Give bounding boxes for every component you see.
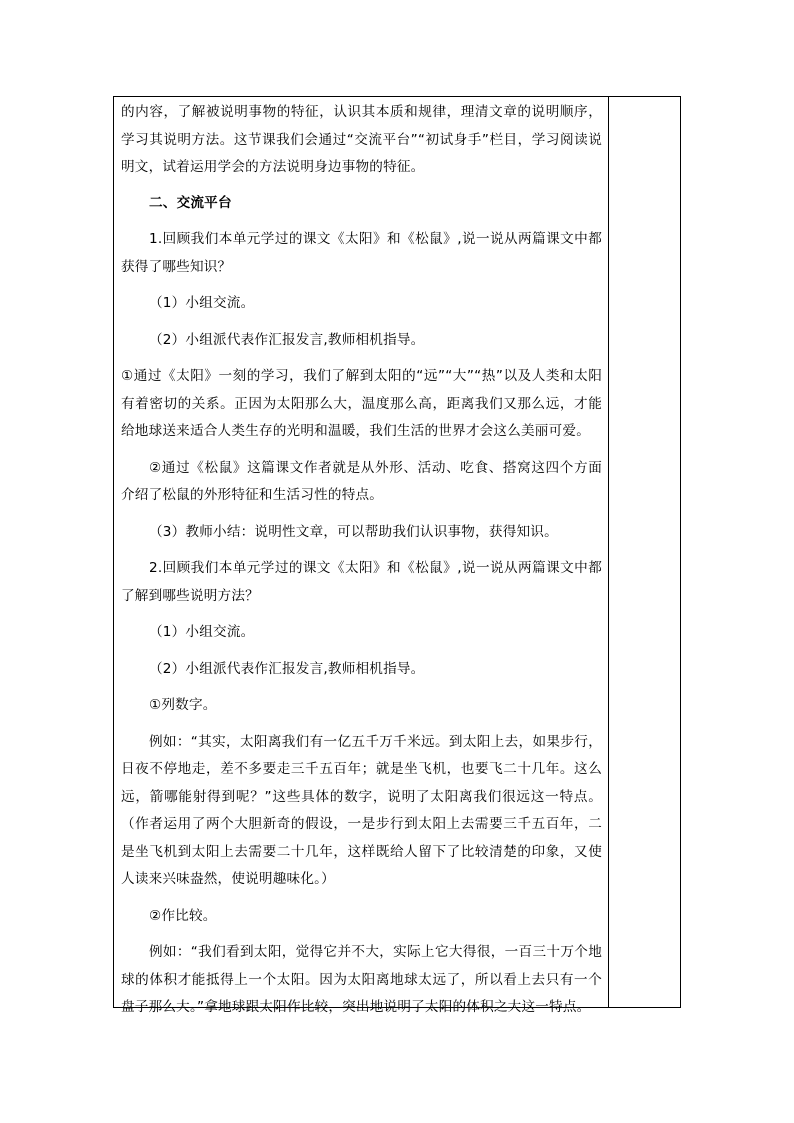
- notes-cell: [609, 97, 680, 1007]
- example-list-numbers: 例如：“其实，太阳离我们有一亿五千万千米远。到太阳上去，如果步行，日夜不停地走，差不多要走三千五百年；就是坐飞机，也要飞二十几年。这么远，箭哪能射得到呢？”这些具体的数字，说明了太阳离我们很远这一特点。（作者运用了两个大胆新奇的假设，一是步行到太阳上去需要三千五百年，二是坐飞机到太阳上去需要二十几年，这样既给人留下了比较清楚的印象，又使人读来兴味盎然，使说明趣味化。）: [121, 733, 602, 887]
- method-list-numbers: ①列数字。: [149, 697, 217, 713]
- step-group-discussion-2: （1）小组交流。: [149, 624, 255, 640]
- question-2: 2.回顾我们本单元学过的课文《太阳》和《松鼠》,说一说从两篇课文中都了解到哪些说明方法？: [121, 560, 602, 604]
- method-comparison: ②作比较。: [149, 907, 217, 924]
- step-group-report-1: （2）小组派代表作汇报发言,教师相机指导。: [149, 331, 425, 348]
- lesson-content-cell: [121, 99, 602, 1031]
- teacher-summary: （3）教师小结：说明性文章，可以帮助我们认识事物，获得知识。: [149, 523, 558, 540]
- section-heading-exchange-platform: 二、交流平台: [149, 194, 232, 211]
- question-1: 1.回顾我们本单元学过的课文《太阳》和《松鼠》,说一说从两篇课文中都获得了哪些知识？: [121, 231, 602, 275]
- point-squirrel-knowledge: ②通过《松鼠》这篇课文作者就是从外形、活动、吃食、搭窝这四个方面介绍了松鼠的外形特征和生活习性的特点。: [121, 459, 602, 503]
- point-sun-knowledge: ①通过《太阳》一刻的学习，我们了解到太阳的“远”“大”“热”以及人类和太阳有着密切的关系。正因为太阳那么大，温度那么高，距离我们又那么远，才能给地球送来适合人类生存的光明和温暖，我们生活的世界才会这么美丽可爱。: [121, 368, 602, 439]
- lesson-table: [113, 96, 681, 1015]
- example-comparison: 例如：“我们看到太阳，觉得它并不大，实际上它大得很，一百三十万个地球的体积才能抵得上一个太阳。因为太阳离地球太远了，所以看上去只有一个盘子那么大。”拿地球跟太阳作比较，突出地说明了太阳的体积之大这一特点。: [121, 944, 602, 1015]
- step-group-report-2: （2）小组派代表作汇报发言,教师相机指导。: [149, 660, 425, 677]
- paragraph-intro-continuation: 的内容，了解被说明事物的特征，认识其本质和规律，理清文章的说明顺序，学习其说明方法。这节课我们会通过“交流平台”“初试身手”栏目，学习阅读说明文，试着运用学会的方法说明身边事物的特征。: [121, 104, 602, 175]
- step-group-discussion-1: （1）小组交流。: [149, 295, 255, 311]
